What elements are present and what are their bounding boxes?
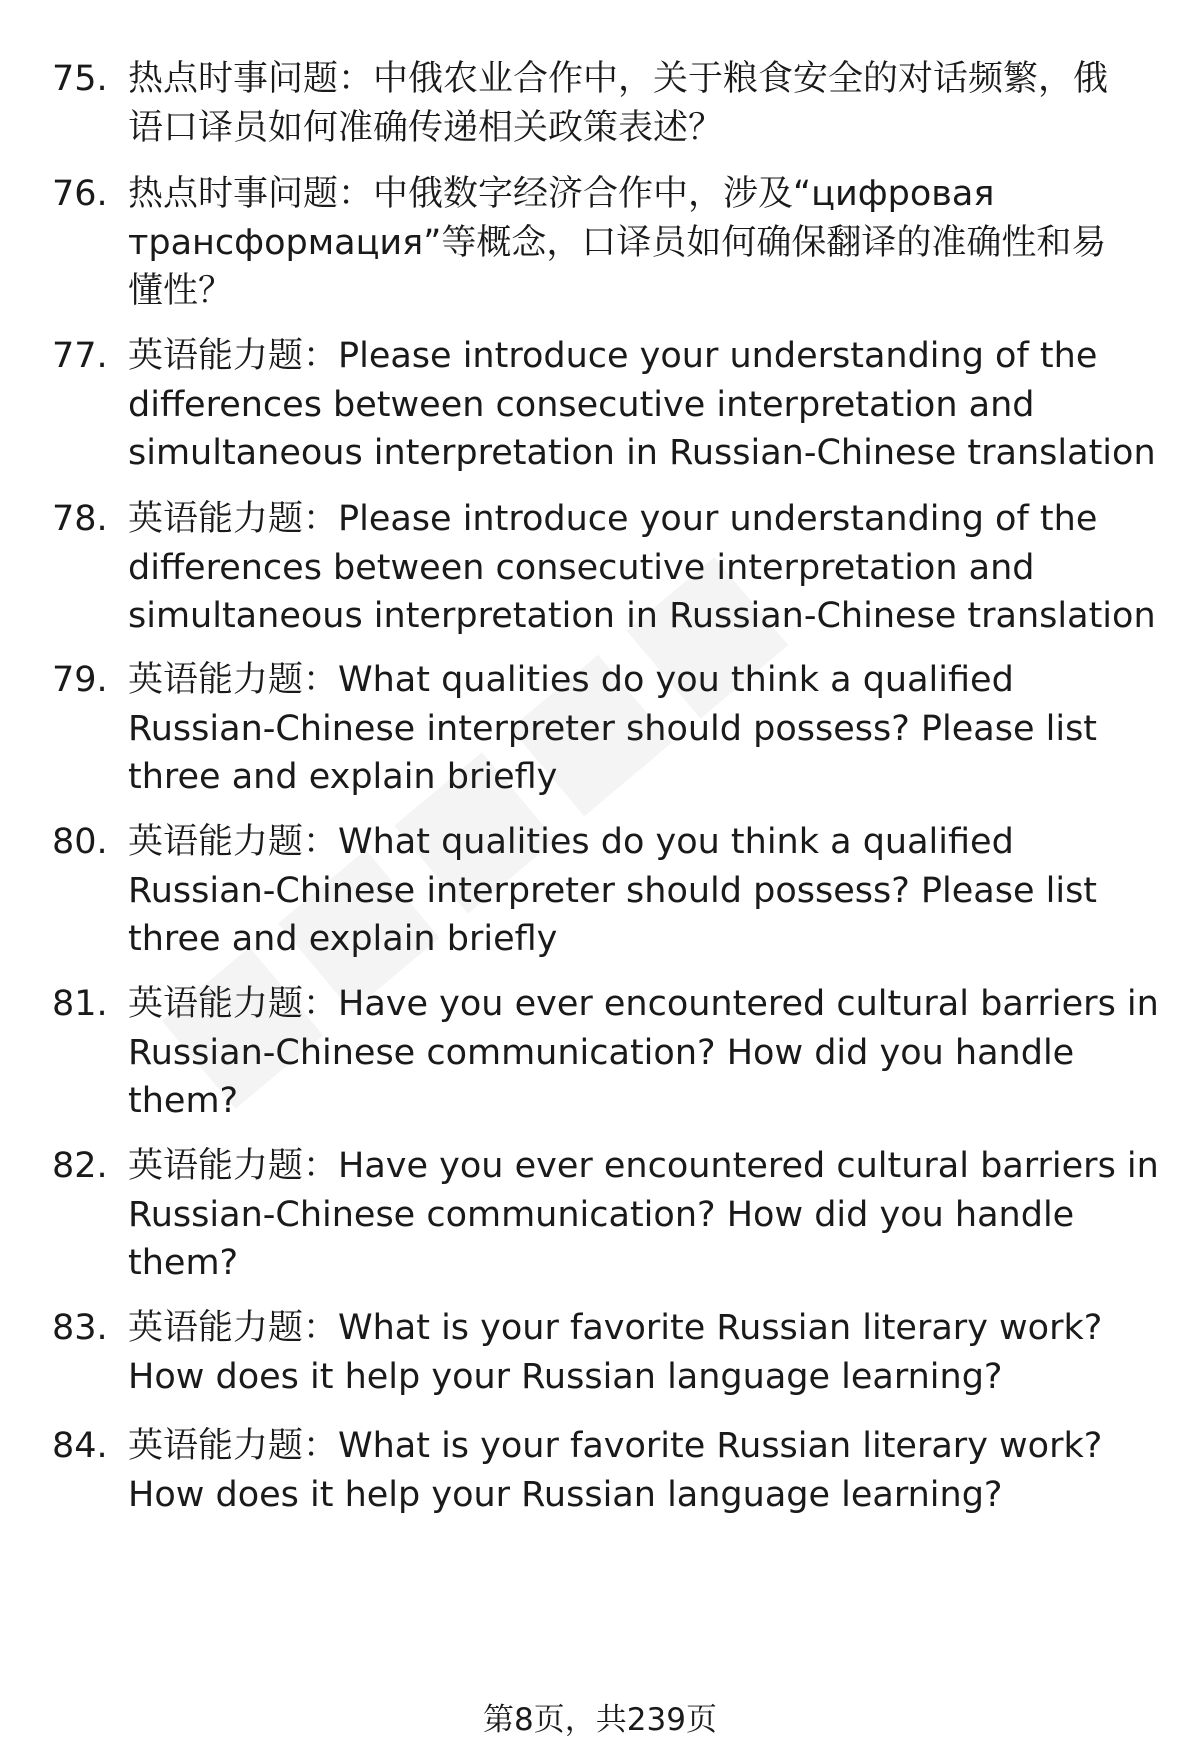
- question-number: 84.: [52, 1426, 108, 1466]
- question-number: 76.: [52, 174, 108, 214]
- question-number: 81.: [52, 984, 108, 1024]
- question-text: 英语能力题：What is your favorite Russian literary work? How does it help your Russian language learning?: [128, 1426, 1103, 1515]
- page-footer: 第8页，共239页: [483, 1702, 717, 1738]
- question-number: 77.: [52, 336, 108, 376]
- question-text: 英语能力题：Please introduce your understanding of the differences between consecutive interpretation and simultaneous interpretation in Russian-Chinese translation: [128, 499, 1156, 636]
- question-text: 英语能力题：What qualities do you think a qualified Russian-Chinese interpreter should possess? Please list three and explain briefly: [128, 660, 1098, 797]
- question-text: 热点时事问题：中俄数字经济合作中，涉及“цифровая трансформация”等概念，口译员如何确保翻译的准确性和易 懂性？: [128, 174, 1107, 311]
- question-number: 83.: [52, 1308, 108, 1348]
- question-text: 英语能力题：Please introduce your understanding of the differences between consecutive interpretation and simultaneous interpretation in Russian-Chinese translation: [128, 336, 1156, 473]
- question-text: 英语能力题：Have you ever encountered cultural barriers in Russian-Chinese communication? How did you handle them?: [128, 984, 1159, 1121]
- question-text: 英语能力题：What qualities do you think a qualified Russian-Chinese interpreter should possess? Please list three and explain briefly: [128, 822, 1098, 959]
- question-number: 79.: [52, 660, 108, 700]
- question-number: 82.: [52, 1146, 108, 1186]
- question-number: 78.: [52, 499, 108, 539]
- question-text: 英语能力题：Have you ever encountered cultural barriers in Russian-Chinese communication? How did you handle them?: [128, 1146, 1159, 1283]
- question-number: 75.: [52, 59, 108, 99]
- question-number: 80.: [52, 822, 108, 862]
- question-text: 热点时事问题：中俄农业合作中，关于粮食安全的对话频繁，俄 语口译员如何准确传递相关政策表述？: [128, 59, 1109, 148]
- question-text: 英语能力题：What is your favorite Russian literary work? How does it help your Russian language learning?: [128, 1308, 1103, 1397]
